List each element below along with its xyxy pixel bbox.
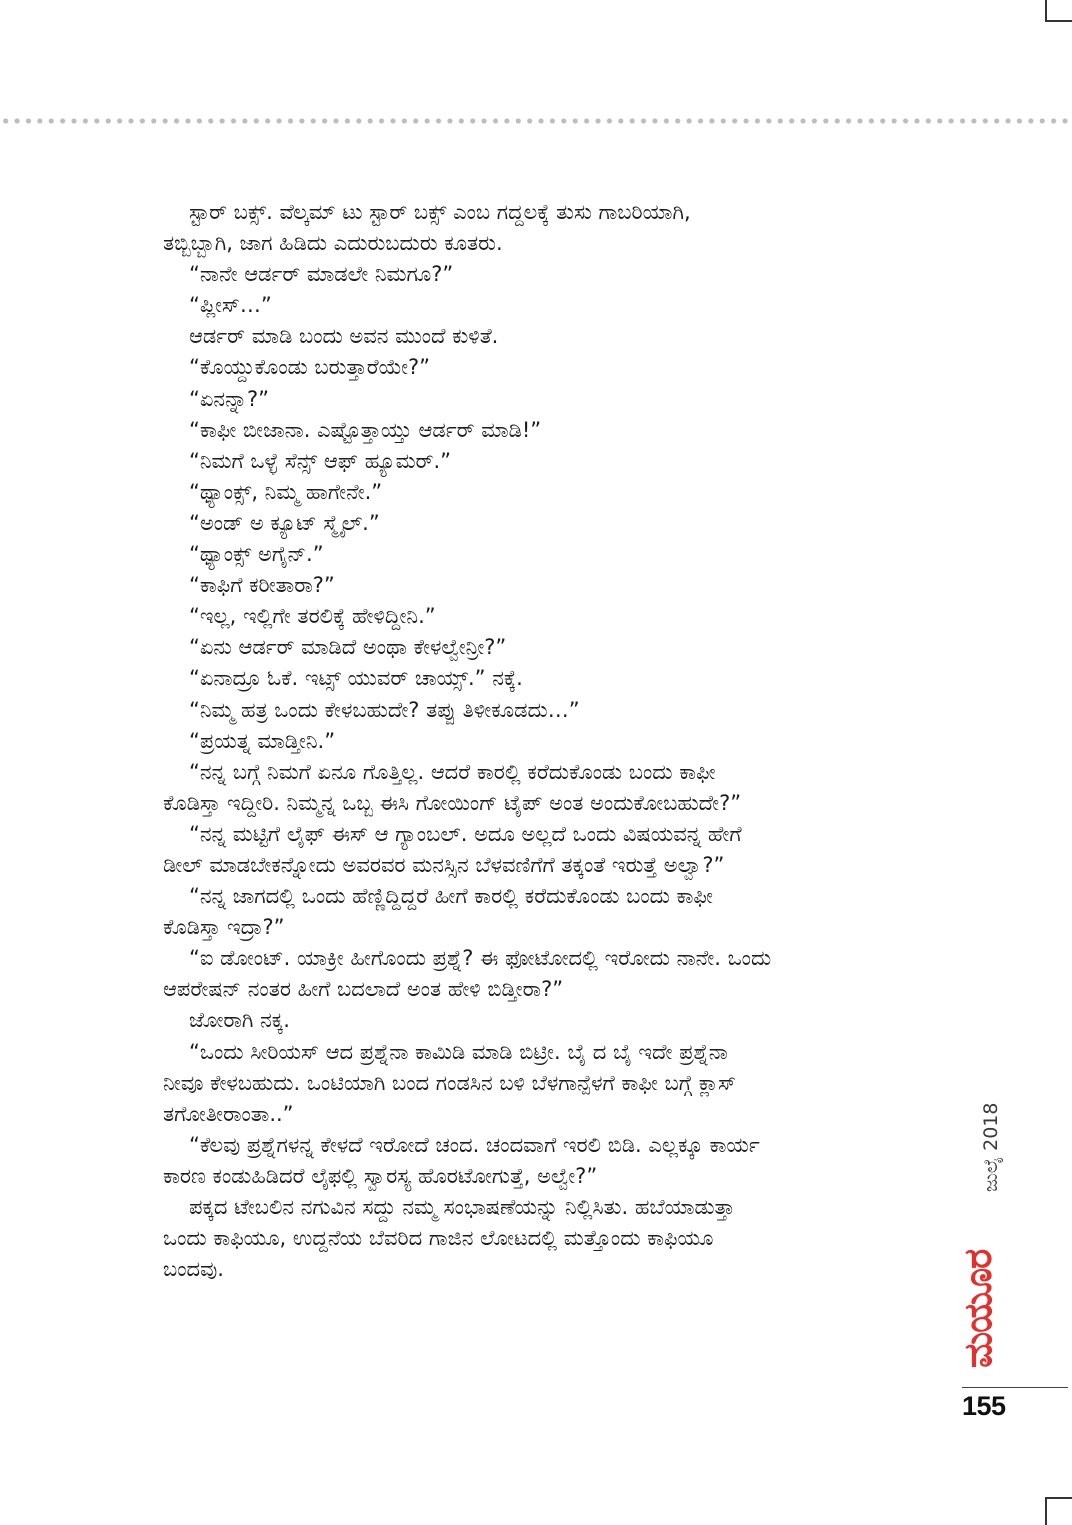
paragraph-line: ಕೊಡಿಸ್ತಾ ಇದ್ದೀರಿ. ನಿಮ್ಮನ್ನ ಒಬ್ಬ ಈಸಿ ಗೋಯಿಂಗ್ ಟೈಪ್ ಅಂತ ಅಂದುಕೋಬಹುದೇ?” (163, 790, 742, 815)
magazine-logo: ಮಯೂರ (956, 1249, 1000, 1368)
article-body (163, 197, 908, 1285)
paragraph-line: ತಗೋತೀರಾಂತಾ..” (163, 1101, 294, 1126)
page-number-rule (962, 1387, 1068, 1388)
paragraph-line: “ಕೊಯ್ದುಕೊಂಡು ಬರುತ್ತಾರೆಯೇ?” (189, 355, 431, 380)
page-number: 155 (962, 1391, 1006, 1421)
paragraph-line: ಸ್ಟಾರ್ ಬಕ್ಸ್. ವೆಲ್ಕಮ್ ಟು ಸ್ಟಾರ್ ಬಕ್ಸ್ ಎಂಬ ಗದ್ದಲಕ್ಕೆ ತುಸು ಗಾಬರಿಯಾಗಿ, (189, 200, 691, 224)
paragraph-line: “ಇಲ್ಲ, ಇಲ್ಲಿಗೇ ತರಲಿಕ್ಕೆ ಹೇಳಿದ್ದೀನಿ.” (189, 604, 436, 629)
paragraph-line: “ಥ್ಯಾಂಕ್ಸ್ ಅಗೈನ್.” (189, 542, 324, 567)
paragraph-line: “ಏನಾದ್ರೂ ಓಕೆ. ಇಟ್ಸ್ ಯುವರ್ ಚಾಯ್ಸ್.” ನಕ್ಕೆ. (189, 666, 523, 691)
crop-mark-top (1045, 0, 1072, 22)
paragraph-line: “ಪ್ರಯತ್ನ ಮಾಡ್ತೀನಿ.” (189, 728, 336, 753)
paragraph-line: ಜೋರಾಗಿ ನಕ್ಕ. (189, 1008, 290, 1033)
paragraph-line: “ನನ್ನ ಜಾಗದಲ್ಲಿ ಒಂದು ಹೆಣ್ಣಿದ್ದಿದ್ದರೆ ಹೀಗೆ ಕಾರಲ್ಲಿ ಕರೆದುಕೊಂಡು ಬಂದು ಕಾಫೀ (189, 884, 713, 909)
paragraph-line: ಆರ್ಡರ್ ಮಾಡಿ ಬಂದು ಅವನ ಮುಂದೆ ಕುಳಿತೆ. (189, 324, 499, 349)
paragraph-line: “ನಾನೇ ಆರ್ಡರ್ ಮಾಡಲೇ ನಿಮಗೂ?” (189, 262, 454, 287)
paragraph-line: ಒಂದು ಕಾಫಿಯೂ, ಉದ್ದನೆಯ ಬೆವರಿದ ಗಾಜಿನ ಲೋಟದಲ್ಲಿ ಮತ್ತೊಂದು ಕಾಫಿಯೂ (163, 1226, 714, 1251)
paragraph-line: ಡೀಲ್ ಮಾಡಬೇಕನ್ನೋದು ಅವರವರ ಮನಸ್ಸಿನ ಬೆಳವಣಿಗೆಗೆ ತಕ್ಕಂತೆ ಇರುತ್ತೆ ಅಲ್ವಾ?” (163, 852, 725, 877)
paragraph-line: ತಬ್ಬಿಬ್ಬಾಗಿ, ಜಾಗ ಹಿಡಿದು ಎದುರುಬದುರು ಕೂತರು. (163, 231, 503, 256)
paragraph-line: “ನಿಮ್ಮ ಹತ್ರ ಒಂದು ಕೇಳಬಹುದೇ? ತಪ್ಪು ತಿಳೀಕೂಡದು…” (189, 697, 580, 722)
paragraph-line: ನೀವೂ ಕೇಳಬಹುದು. ಒಂಟಿಯಾಗಿ ಬಂದ ಗಂಡಸಿನ ಬಳಿ ಬೆಳಗಾನ್ಪೆಳಗೆ ಕಾಫೀ ಬಗ್ಗೆ ಕ್ಲಾಸ್ (163, 1070, 737, 1095)
paragraph-line: “ಅಂಡ್ ಅ ಕ್ಯೂಟ್ ಸ್ಮೈಲ್.” (189, 510, 380, 535)
magazine-sidebar (950, 1102, 1010, 1380)
issue-date: ಜುಲೈ 2018 (980, 1102, 1002, 1192)
paragraph-line: ಪಕ್ಕದ ಟೇಬಲಿನ ನಗುವಿನ ಸದ್ದು ನಮ್ಮ ಸಂಭಾಷಣೆಯನ್ನು ನಿಲ್ಲಿಸಿತು. ಹಬೆಯಾಡುತ್ತಾ (189, 1195, 735, 1219)
paragraph-line: “ಕಾಫಿಗೆ ಕರೀತಾರಾ?” (189, 573, 335, 598)
paragraph-line: ಕೊಡಿಸ್ತಾ ಇದ್ರಾ?” (163, 915, 285, 940)
paragraph-line: “ಏನನ್ನಾ?” (189, 386, 270, 411)
crop-mark-bottom (1045, 1497, 1072, 1525)
paragraph-line: “ಥ್ಯಾಂಕ್ಸ್, ನಿಮ್ಮ ಹಾಗೇನೇ.” (189, 479, 383, 504)
paragraph-line: “ನನ್ನ ಮಟ್ಟಿಗೆ ಲೈಫ್ ಈಸ್ ಆ ಗ್ಯಾಂಬಲ್. ಅದೂ ಅಲ್ಲದೆ ಒಂದು ವಿಷಯವನ್ನ ಹೇಗೆ (189, 821, 742, 846)
paragraph-line: “ಒಂದು ಸೀರಿಯಸ್ ಆದ ಪ್ರಶ್ನೆನಾ ಕಾಮಿಡಿ ಮಾಡಿ ಬಿಟ್ರೀ. ಬೈ ದ ಬೈ ಇದೇ ಪ್ರಶ್ನೆನಾ (189, 1039, 728, 1064)
dotted-separator (0, 117, 1072, 125)
paragraph-line: ಬಂದವು. (163, 1257, 224, 1282)
paragraph-line: “ನಿಮಗೆ ಒಳ್ಳೆ ಸೆನ್ಸ್ ಆಫ್ ಹ್ಯೂಮರ್.” (189, 448, 452, 473)
paragraph-line: “ಕೆಲವು ಪ್ರಶ್ನೆಗಳನ್ನ ಕೇಳದೆ ಇರೋದೆ ಚಂದ. ಚಂದವಾಗೆ ಇರಲಿ ಬಿಡಿ. ಎಲ್ಲಕ್ಕೂ ಕಾರ್ಯ (189, 1132, 760, 1157)
paragraph-line: “ಏನು ಆರ್ಡರ್ ಮಾಡಿದೆ ಅಂಥಾ ಕೇಳಲ್ವೇನ್ರೀ?” (189, 635, 507, 660)
paragraph-line: ಕಾರಣ ಕಂಡುಹಿಡಿದರೆ ಲೈಫಲ್ಲಿ ಸ್ವಾರಸ್ಯ ಹೊರಟೋಗುತ್ತೆ, ಅಲ್ವೇ?” (163, 1163, 598, 1188)
paragraph-line: “ನನ್ನ ಬಗ್ಗೆ ನಿಮಗೆ ಏನೂ ಗೊತ್ತಿಲ್ಲ. ಆದರೆ ಕಾರಲ್ಲಿ ಕರೆದುಕೊಂಡು ಬಂದು ಕಾಫೀ (189, 759, 716, 784)
paragraph-line: ಆಪರೇಷನ್ ನಂತರ ಹೀಗೆ ಬದಲಾದೆ ಅಂತ ಹೇಳಿ ಬಿಡ್ತೀರಾ?” (163, 977, 564, 1002)
paragraph-line: “ಐ ಡೋಂಟ್. ಯಾಕ್ರೀ ಹೀಗೊಂದು ಪ್ರಶ್ನೆ? ಈ ಫೋಟೋದಲ್ಲಿ ಇರೋದು ನಾನೇ. ಒಂದು (189, 946, 772, 971)
paragraph-line: “ಕಾಫೀ ಬೀಜಾನಾ. ಎಷ್ಟೊತ್ತಾಯ್ತು ಆರ್ಡರ್ ಮಾಡಿ!” (189, 417, 542, 442)
paragraph-line: “ಪ್ಲೀಸ್…” (189, 293, 272, 318)
